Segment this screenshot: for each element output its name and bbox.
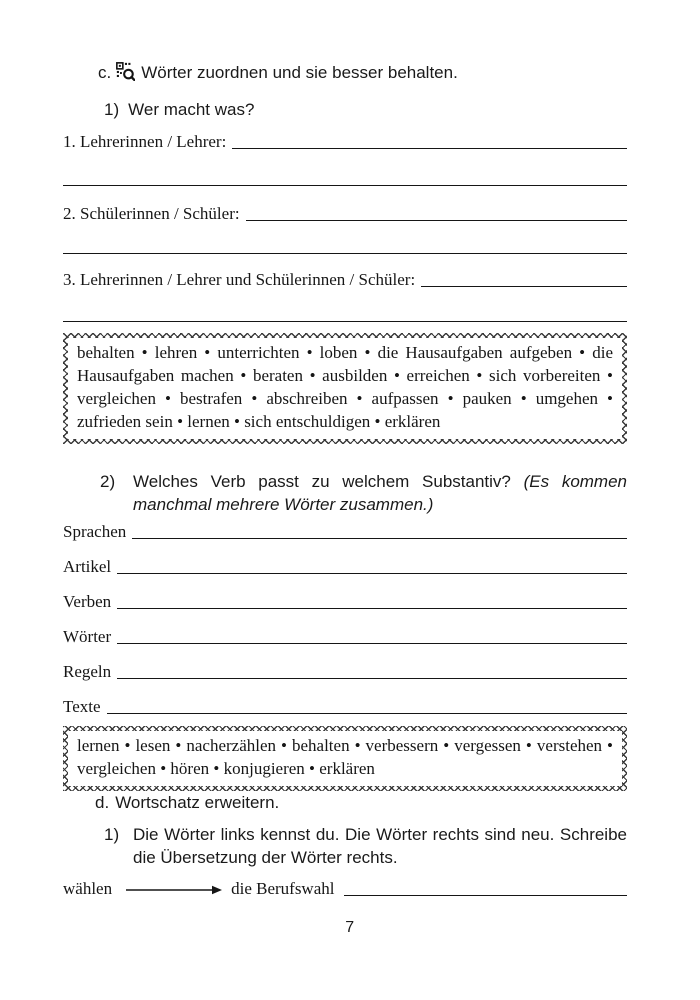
- vocab-known-word: wählen: [63, 879, 113, 898]
- word-box-verbs-2: [63, 726, 627, 791]
- noun-row-artikel: [63, 555, 627, 578]
- qr-code-search-icon: [116, 62, 135, 87]
- noun-label: Sprachen: [63, 522, 127, 541]
- answer-item-3: [63, 268, 627, 291]
- answer-line: [117, 643, 627, 644]
- section-d-title: Wortschatz erweitern.: [115, 793, 280, 812]
- item-3-number: 3.: [63, 270, 76, 289]
- arrow-right-icon: [126, 883, 222, 895]
- answer-line: [117, 608, 627, 609]
- item-2-number: 2.: [63, 204, 76, 223]
- item-3-label: Lehrerinnen / Lehrer und Schülerinnen / Schüler:: [80, 270, 416, 289]
- vocab-pair-row: [63, 877, 627, 900]
- section-d-label: d.: [95, 793, 110, 812]
- answer-line: [63, 321, 627, 322]
- task-d1-number: 1): [104, 825, 120, 844]
- answer-line: [63, 253, 627, 254]
- section-c-title: Wörter zuordnen und sie besser behalten.: [141, 63, 458, 82]
- section-c-heading: [98, 62, 458, 84]
- noun-label: Artikel: [63, 557, 112, 576]
- answer-line: [344, 895, 627, 896]
- answer-item-1: [63, 130, 627, 153]
- answer-item-2: [63, 202, 627, 225]
- answer-line: [63, 185, 627, 186]
- task-c2-question: Welches Verb passt zu welchem Substantiv? (Es kommen manchmal mehrere Wörter zusammen.): [133, 472, 628, 514]
- word-box-verbs-2-text: lernen • lesen • nacherzählen • behalten • verbessern • vergessen • verstehen • vergleichen • hören • konjugieren • erklären: [68, 731, 622, 786]
- noun-label: Texte: [63, 697, 101, 716]
- answer-line: [421, 286, 627, 287]
- task-c1-heading: [104, 99, 254, 121]
- answer-line: [107, 713, 627, 714]
- task-c1-question: Wer macht was?: [128, 100, 255, 119]
- answer-line: [246, 220, 627, 221]
- noun-label: Wörter: [63, 627, 112, 646]
- page-number: 7: [345, 919, 355, 936]
- noun-row-woerter: [63, 625, 627, 648]
- noun-row-sprachen: [63, 520, 627, 543]
- answer-line: [117, 678, 627, 679]
- noun-label: Regeln: [63, 662, 112, 681]
- task-c2-heading: [100, 471, 627, 516]
- task-d1-instruction: Die Wörter links kennst du. Die Wörter rechts sind neu. Schreibe die Übersetzung der Wörter rechts.: [133, 825, 627, 867]
- noun-row-regeln: [63, 660, 627, 683]
- noun-row-texte: [63, 695, 627, 718]
- section-c-label: c.: [98, 63, 112, 82]
- item-2-label: Schülerinnen / Schüler:: [80, 204, 240, 223]
- noun-row-verben: [63, 590, 627, 613]
- answer-line: [117, 573, 627, 574]
- task-c2-question-note: (Es kommen manchmal mehrere Wörter zusammen.): [133, 472, 628, 514]
- item-1-number: 1.: [63, 132, 76, 151]
- noun-label: Verben: [63, 592, 112, 611]
- task-c2-number: 2): [100, 472, 116, 491]
- word-box-verbs: [63, 333, 627, 444]
- answer-line: [232, 148, 627, 149]
- item-1-label: Lehrerinnen / Lehrer:: [80, 132, 227, 151]
- vocab-new-word: die Berufswahl: [231, 879, 335, 898]
- answer-line: [132, 538, 627, 539]
- task-c1-number: 1): [104, 100, 120, 119]
- section-d-heading: [95, 792, 279, 814]
- task-d1-heading: [104, 824, 627, 869]
- word-box-verbs-text: behalten • lehren • unterrichten • loben • die Hausaufgaben aufgeben • die Hausaufgaben machen • beraten • ausbilden • erreichen • sich vorbereiten • vergleichen • bestrafen • abschreiben • aufpassen • pauken • umgehen • zufrieden sein • lernen • sich entschuldigen • erklären: [68, 338, 622, 439]
